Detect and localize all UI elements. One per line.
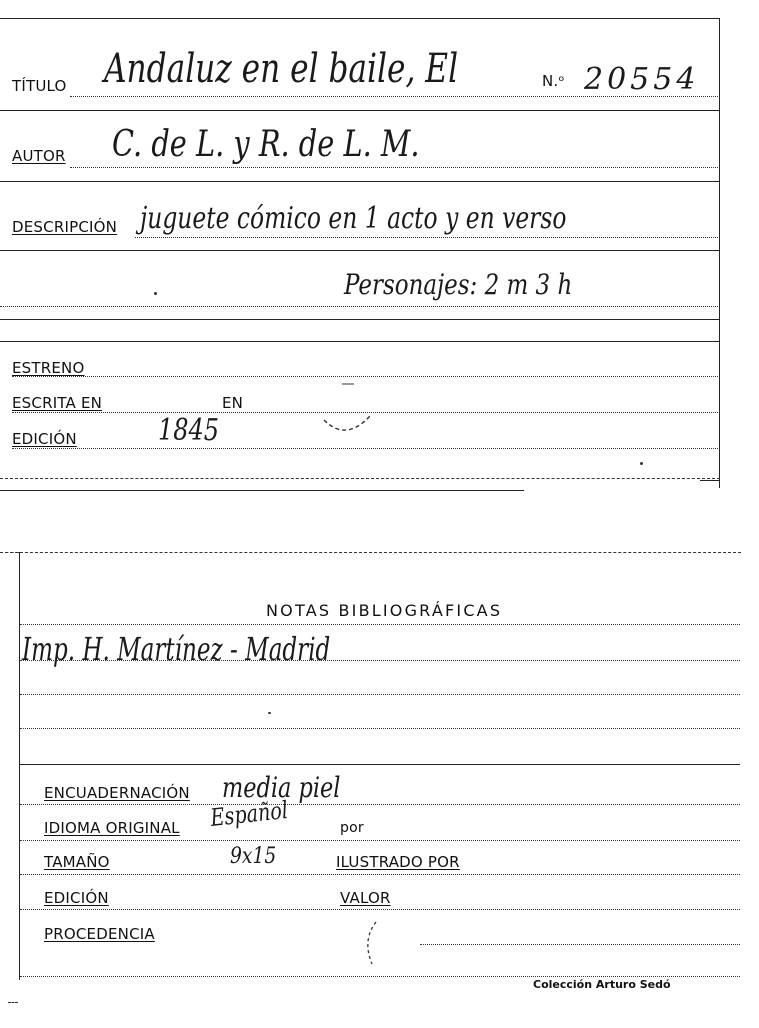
edicion-value: 1845 xyxy=(158,413,220,448)
numero-label: N.ᵒ xyxy=(542,72,565,90)
por-label: por xyxy=(340,820,364,836)
autor-label: AUTOR xyxy=(12,147,66,165)
titulo-label: TÍTULO xyxy=(12,77,67,95)
ink-dot xyxy=(268,712,271,714)
bottom-card-left-edge xyxy=(0,552,19,553)
numero-value: 20554 xyxy=(584,62,700,97)
notas-rule-3 xyxy=(20,694,740,695)
en-label: EN xyxy=(222,394,244,412)
notas-value: Imp. H. Martínez - Madrid xyxy=(22,630,331,668)
ilustrado-label: ILUSTRADO POR xyxy=(336,853,460,871)
idioma-rule xyxy=(20,840,740,841)
idioma-value: Español xyxy=(209,796,290,832)
top-rule-4 xyxy=(0,319,720,320)
idioma-label: IDIOMA ORIGINAL xyxy=(44,819,180,837)
collection-footer: Colección Arturo Sedó xyxy=(533,978,671,991)
tamano-label: TAMAÑO xyxy=(44,853,110,871)
procedencia-label: PROCEDENCIA xyxy=(44,925,155,943)
top-rule-1 xyxy=(0,110,720,111)
edicion-bottom-rule xyxy=(20,909,740,910)
bottom-card-left-tail xyxy=(8,1002,18,1003)
notas-rule-4 xyxy=(20,728,740,729)
titulo-value: Andaluz en el baile, El xyxy=(104,46,459,92)
encuadernacion-rule xyxy=(20,804,740,805)
descripcion-rule-2 xyxy=(0,306,718,307)
estreno-rule xyxy=(12,376,718,377)
top-rule-3 xyxy=(0,250,720,251)
top-card-bottom-border xyxy=(0,490,524,491)
edicion-label: EDICIÓN xyxy=(12,430,77,448)
ink-dot xyxy=(640,462,643,465)
top-rule-2 xyxy=(0,181,720,182)
autor-value: C. de L. y R. de L. M. xyxy=(112,124,420,165)
tamano-rule xyxy=(20,874,740,875)
valor-label: VALOR xyxy=(340,889,391,907)
punch-hole-mark xyxy=(356,920,396,970)
procedencia-rule xyxy=(420,944,740,945)
punch-hole-mark xyxy=(318,382,378,442)
notas-rule-2 xyxy=(20,660,740,661)
tamano-value: 9x15 xyxy=(230,844,277,869)
top-card-top-border xyxy=(0,18,720,19)
descripcion-rule xyxy=(135,237,718,238)
autor-rule xyxy=(70,167,718,168)
top-card-bottom-border-right xyxy=(700,480,720,481)
notas-solid-rule xyxy=(20,764,740,765)
notas-rule-1 xyxy=(20,624,740,625)
top-rule-5 xyxy=(0,341,720,342)
bottom-card-top-border xyxy=(0,552,741,553)
encuadernacion-label: ENCUADERNACIÓN xyxy=(44,784,190,802)
top-card-bottom-rule xyxy=(0,478,720,479)
notas-heading: NOTAS BIBLIOGRÁFICAS xyxy=(266,601,503,620)
edicion-bottom-label: EDICIÓN xyxy=(44,889,109,907)
estreno-label: ESTRENO xyxy=(12,359,85,377)
escrita-en-label: ESCRITA EN xyxy=(12,394,103,412)
bottom-card-left-border xyxy=(19,552,20,980)
ink-dot xyxy=(154,292,157,295)
procedencia-rule-2 xyxy=(20,976,740,977)
top-card-right-border xyxy=(719,18,720,488)
edicion-rule xyxy=(12,448,718,449)
encuadernacion-value: media piel xyxy=(222,771,341,804)
descripcion-value: juguete cómico en 1 acto y en verso xyxy=(140,201,567,236)
descripcion-label: DESCRIPCIÓN xyxy=(12,218,118,236)
descripcion-value-2: Personajes: 2 m 3 h xyxy=(344,268,573,301)
titulo-rule xyxy=(70,96,718,97)
